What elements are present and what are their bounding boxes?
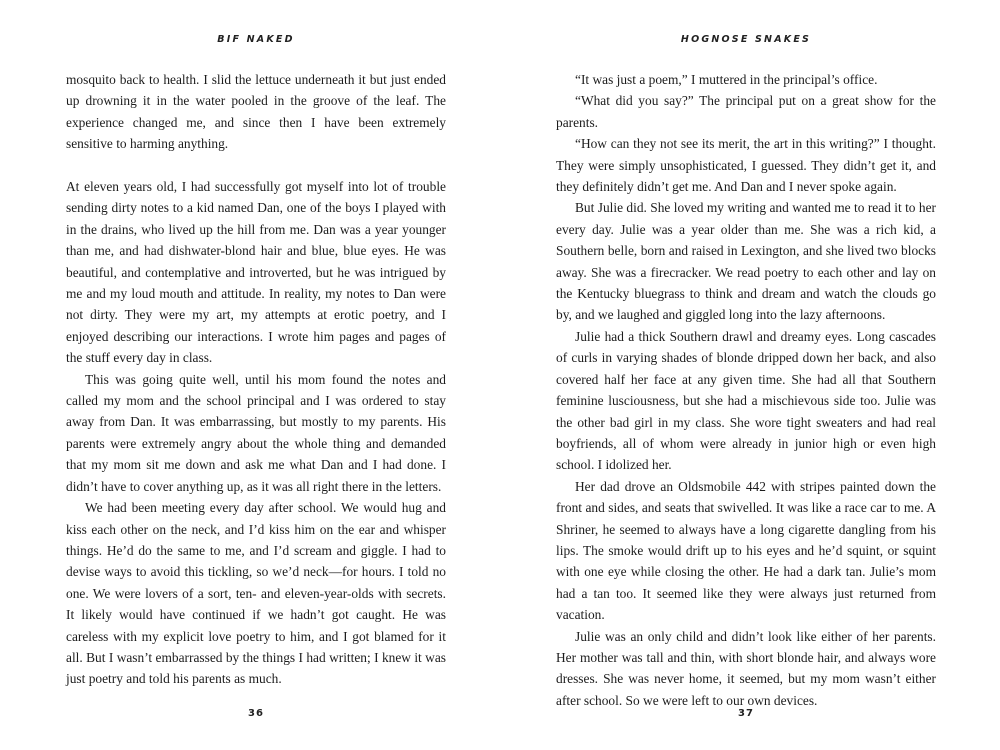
page-number-left: 36 (248, 708, 264, 719)
paragraph: This was going quite well, until his mom found the notes and called my mom and the school principal and I was ordered to stay away from Dan. It was embarrassing, but mostly to my parents. His parents were extremely angry about the whole thing and demanded that my mom sit me down and ask me what Dan and I had done. I didn’t have to cover anything up, as it was all right there in the letters. (66, 371, 446, 494)
paragraph: Her dad drove an Oldsmobile 442 with stripes painted down the front and sides, and seats that swivelled. It was like a race car to me. A Shriner, he seemed to always have a long cigarette dangling from his lips. The smoke would drift up to his eyes and he’d squint, or squint with one eye while closing the other. He had a dark tan. Julie’s mom had a tan too. It seemed like they were always just returned from vacation. (556, 478, 936, 623)
paragraph: “How can they not see its merit, the art in this writing?” I thought. They were simply unsophisticated, I guessed. They didn’t get it, and they definitely didn’t get me. And Dan and I never spoke again. (556, 136, 936, 195)
paragraph-continuation: mosquito back to health. I slid the lettuce underneath it but just ended up drowning it in the water pooled in the groove of the leaf. The experience changed me, and since then I have been extremely sensitive to harming anything. (66, 72, 446, 152)
page-number-right: 37 (738, 708, 754, 719)
paragraph: Julie was an only child and didn’t look like either of her parents. Her mother was tall and thin, with short blonde hair, and always wore dresses. She was never home, it seemed, but my mom wasn’t either after school. So we were left to our own devices. (556, 628, 936, 708)
paragraph: “What did you say?” The principal put on a great show for the parents. (556, 93, 936, 130)
right-page (556, 0, 936, 750)
left-page (66, 0, 446, 750)
left-page-body (66, 69, 446, 690)
paragraph-section-start: At eleven years old, I had successfully got myself into lot of trouble sending dirty notes to a kid named Dan, one of the boys I played with in the drains, who lived up the hill from me. Dan was a year younger than me, and had dishwater-blond hair and blue, blue eyes. He was beautiful, and contemplative and introverted, but he was intrigued by me and my loud mouth and attitude. In reality, my notes to Dan were not dirty. They were my art, my attempts at erotic poetry, and I enjoyed describing our interactions. I wrote him pages and pages of the stuff every day in class. (66, 179, 446, 366)
right-page-body (556, 69, 936, 711)
paragraph: We had been meeting every day after school. We would hug and kiss each other on the neck, and I’d kiss him on the ear and whisper things. He’d do the same to me, and I’d scream and giggle. I had to devise ways to avoid this tickling, so we’d neck—for hours. I told no one. We were lovers of a sort, ten- and eleven-year-olds with secrets. It likely would have continued if we hadn’t got caught. He was careless with my explicit love poetry to him, and I got blamed for it all. But I wasn’t embarrassed by the things I had written; I knew it was just poetry and told his parents as much. (66, 500, 446, 687)
running-head-right: HOGNOSE SNAKES (680, 34, 812, 45)
paragraph: But Julie did. She loved my writing and wanted me to read it to her every day. Julie was a year older than me. She was a rich kid, a Southern belle, born and raised in Lexington, and she lived two blocks away. She was a firecracker. We read poetry to each other and lay on the Kentucky bluegrass to think and dream and watch the clouds go by, and we laughed and giggled long into the lazy afternoons. (556, 200, 936, 323)
paragraph: Julie had a thick Southern drawl and dreamy eyes. Long cascades of curls in varying shades of blonde dripped down her back, and also covered half her face at any given time. She had all that Southern feminine lusciousness, but she had a mischievous side too. Julie was the other bad girl in my class. She wore tight sweaters and had real boyfriends, all of whom were already in junior high or even high school. I idolized her. (556, 328, 936, 473)
running-head-left: BIF NAKED (217, 34, 295, 45)
paragraph: “It was just a poem,” I muttered in the principal’s office. (575, 72, 878, 87)
